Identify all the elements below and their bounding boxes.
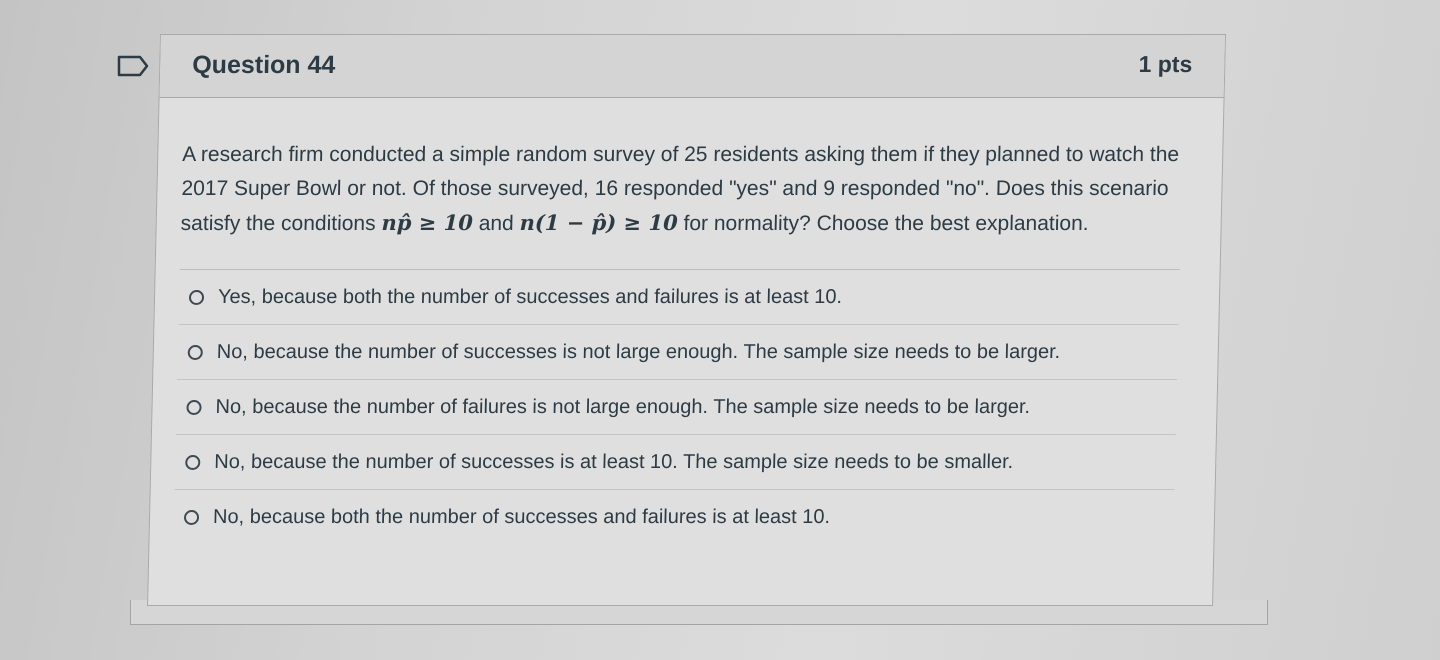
radio-unchecked-icon[interactable]: [186, 400, 201, 415]
question-body: [149, 98, 1223, 544]
radio-unchecked-icon[interactable]: [188, 345, 203, 360]
question-header: [160, 35, 1225, 98]
question-text-part3: for normality? Choose the best explanation.: [677, 212, 1089, 235]
answer-label[interactable]: No, because the number of failures is not large enough. The sample size needs to be larger.: [215, 395, 1031, 418]
question-points: 1 pts: [1138, 51, 1193, 77]
question-card: [147, 34, 1226, 606]
math-condition-successes: np̂ ≥ 10: [381, 210, 474, 235]
answer-label[interactable]: Yes, because both the number of successes and failures is at least 10.: [217, 285, 843, 308]
radio-unchecked-icon[interactable]: [184, 510, 199, 525]
question-text-part1: A research firm conducted a simple random survey of 25 residents asking them if they planned to watch the 2017 Super Bowl or not. Of those surveyed, 16 responded "yes" and 9 responded "no". Does this scenario satisfy the conditions: [180, 143, 1180, 235]
question-title: Question 44: [191, 51, 336, 79]
bookmark-flag-icon[interactable]: [116, 54, 150, 78]
answer-option[interactable]: [178, 270, 1179, 325]
radio-unchecked-icon[interactable]: [185, 455, 200, 470]
answer-list: [173, 269, 1179, 544]
answer-option[interactable]: [177, 325, 1178, 380]
answer-label[interactable]: No, because the number of successes is at least 10. The sample size needs to be smaller.: [214, 450, 1014, 473]
question-text: [180, 138, 1192, 241]
math-condition-failures: n(1 − p̂) ≥ 10: [519, 210, 679, 235]
answer-label[interactable]: No, because the number of successes is not large enough. The sample size needs to be larger.: [216, 340, 1061, 363]
answer-label[interactable]: No, because both the number of successes and failures is at least 10.: [212, 505, 831, 528]
answer-option[interactable]: [175, 435, 1176, 490]
radio-unchecked-icon[interactable]: [189, 290, 204, 305]
question-text-part2: and: [472, 212, 520, 235]
answer-option[interactable]: [173, 490, 1174, 544]
answer-option[interactable]: [176, 380, 1177, 435]
